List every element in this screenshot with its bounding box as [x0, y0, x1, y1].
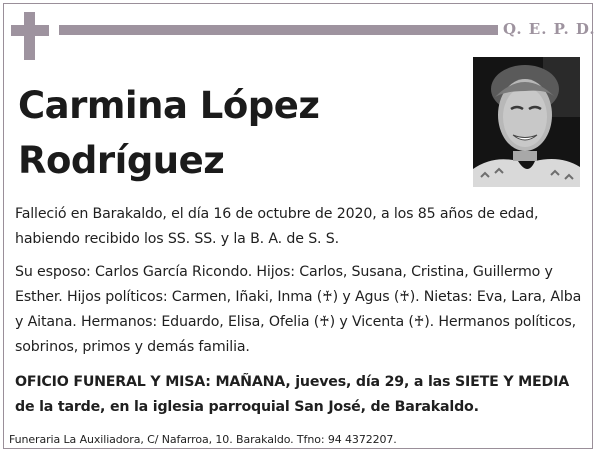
name-line-1: Carmina López: [18, 84, 320, 127]
funeral-home-footer: Funeraria La Auxiliadora, C/ Nafarroa, 10. Barakaldo. Tfno: 94 4372207.: [9, 433, 397, 446]
portrait-photo: [473, 57, 580, 187]
header-bar: [59, 25, 498, 35]
family-paragraph: Su esposo: Carlos García Ricondo. Hijos: Carlos, Susana, Cristina, Guillermo y Esther. Hijos políticos: Carmen, Iñaki, Inma (♰) y Agus (♰). Nietas: Eva, Lara, Alba y Aitana. Hermanos: Eduardo, Elisa, Ofelia (♰) y Vicenta (♰). Hermanos políticos, sobrinos, primos y demás familia.: [15, 264, 582, 355]
death-notice-paragraph: Falleció en Barakaldo, el día 16 de octubre de 2020, a los 85 años de edad, habiendo recibido los SS. SS. y la B. A. de S. S.: [15, 206, 539, 247]
cross-icon: [11, 12, 49, 60]
qepd-label: Q. E. P. D.: [503, 20, 596, 38]
name-line-2: Rodríguez: [18, 139, 225, 182]
deceased-name: [18, 78, 458, 188]
funeral-paragraph: OFICIO FUNERAL Y MISA: MAÑANA, jueves, día 29, a las SIETE Y MEDIA de la tarde, en la iglesia parroquial San José, de Barakaldo.: [15, 374, 569, 415]
